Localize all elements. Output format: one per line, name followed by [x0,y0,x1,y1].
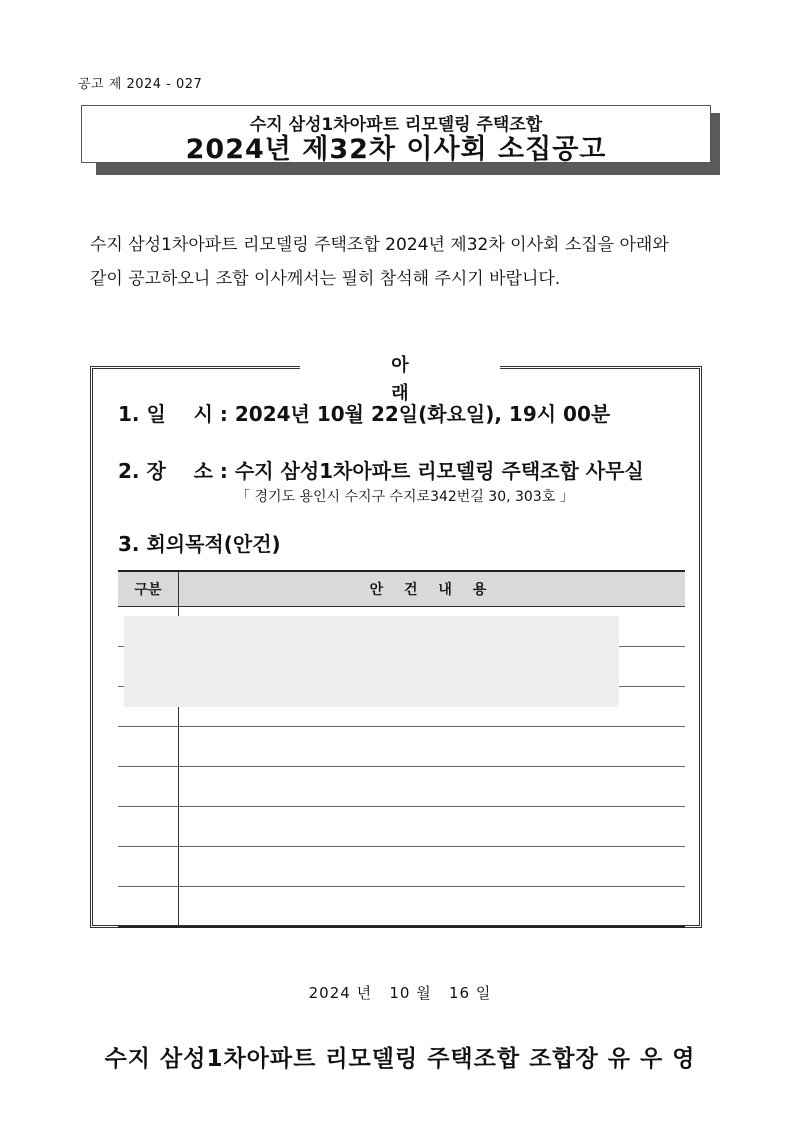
title-subtitle: 수지 삼성1차아파트 리모델링 주택조합 [249,115,543,135]
table-row [118,887,685,928]
redaction-box [124,616,619,707]
notice-date: 2024 년 10 월 16 일 [308,984,492,1002]
title-box [81,105,711,163]
table-row [118,767,685,807]
section-heading: 아 래 [300,352,500,380]
meeting-place: 2. 장 소 : 수지 삼성1차아파트 리모델링 주택조합 사무실 [118,459,644,483]
signature-line: 수지 삼성1차아파트 리모델링 주택조합 조합장 유 우 영 [104,1046,696,1072]
agenda-header-content: 안 건 내 용 [179,571,686,607]
intro-paragraph [90,228,730,296]
table-row [118,727,685,767]
meeting-address: 「 경기도 용인시 수지구 수지로342번길 30, 303호 」 [236,489,574,505]
table-row [118,847,685,887]
meeting-datetime: 1. 일 시 : 2024년 10월 22일(화요일), 19시 00분 [118,402,611,426]
agenda-title: 3. 회의목적(안건) [118,532,281,556]
agenda-header-row [118,571,685,607]
notice-number: 공고 제 2024 - 027 [78,77,203,92]
agenda-header-category: 구분 [118,571,179,607]
title-main: 2024년 제32차 이사회 소집공고 [185,134,607,165]
intro-line-2: 같이 공고하오니 조합 이사께서는 필히 참석해 주시기 바랍니다. [90,269,561,289]
table-row [118,807,685,847]
intro-line-1: 수지 삼성1차아파트 리모델링 주택조합 2024년 제32차 이사회 소집을 아래와 [90,235,669,255]
